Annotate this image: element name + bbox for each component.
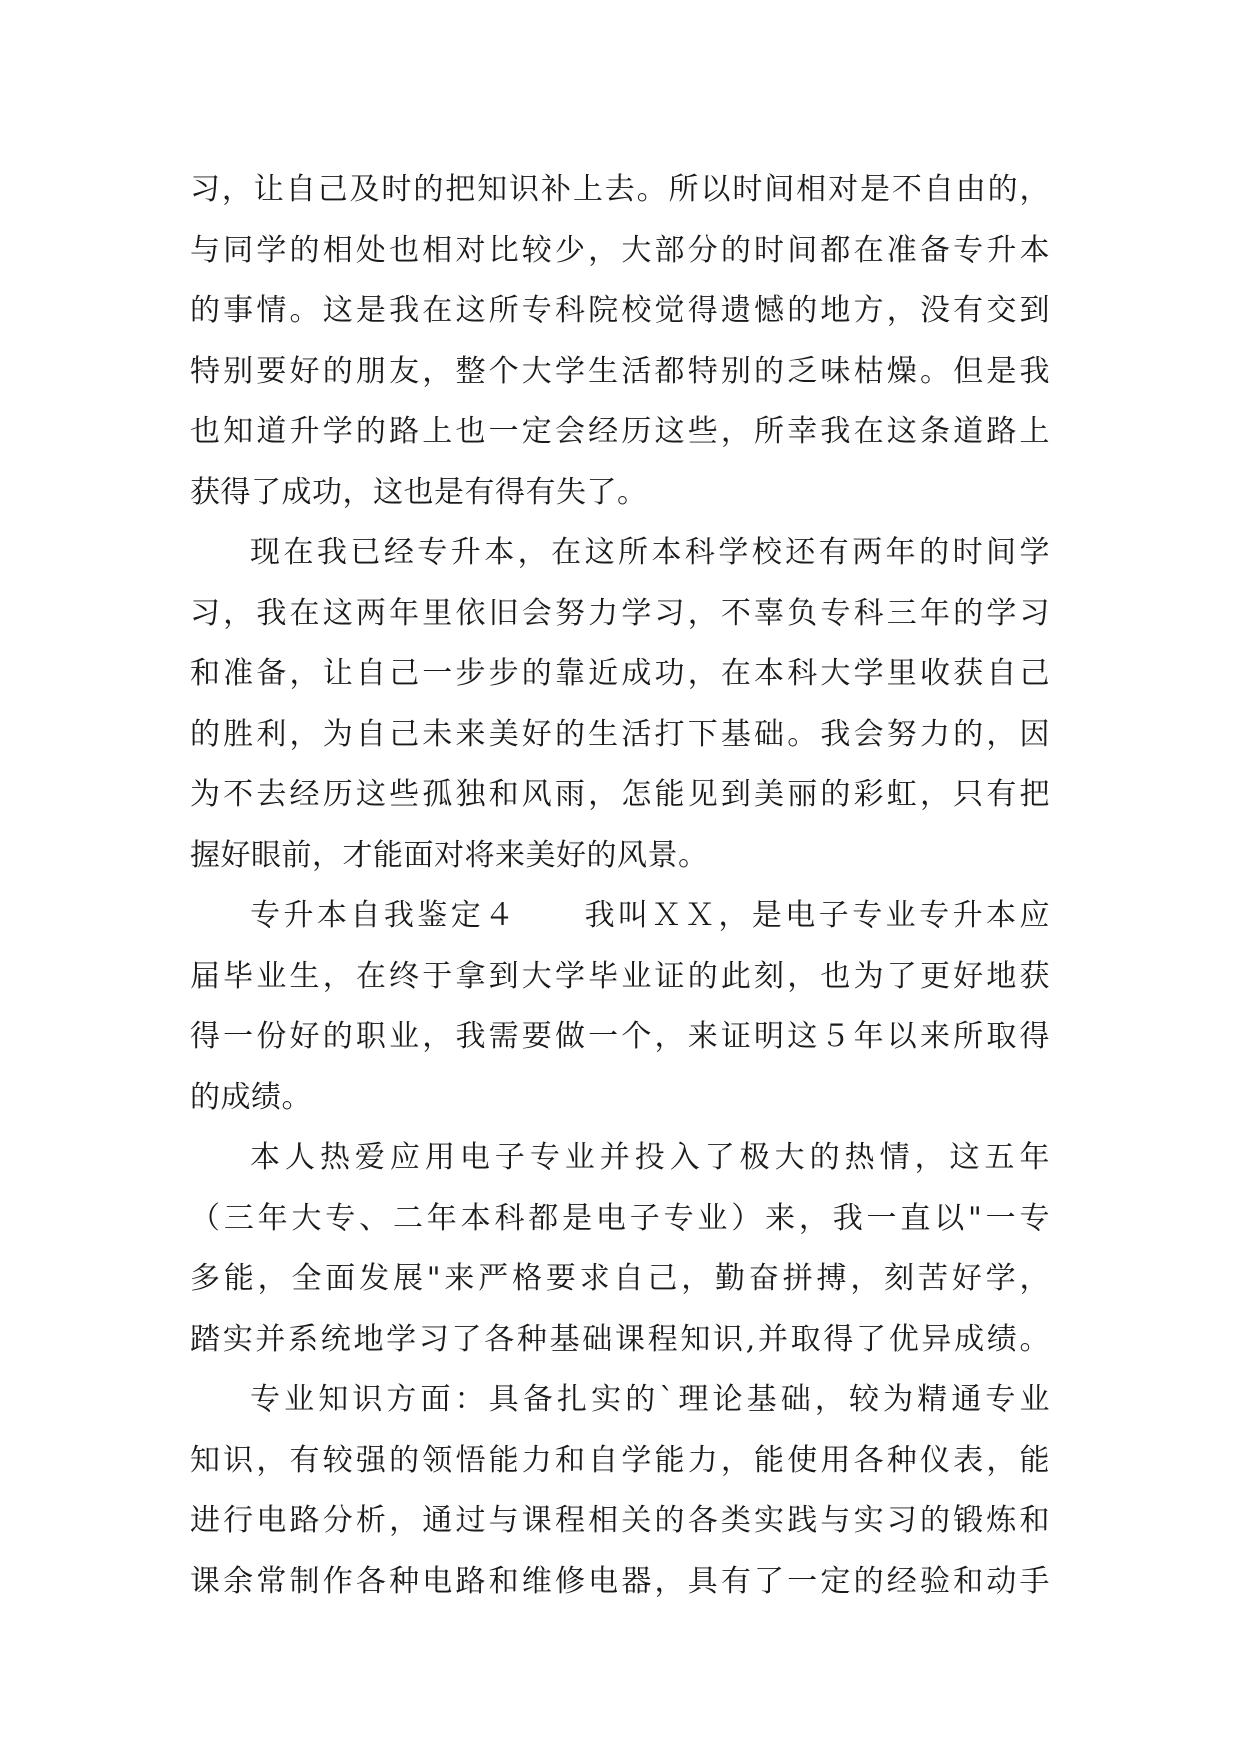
section-heading-line: 专升本自我鉴定４ 我叫ＸＸ，是电子专业专升本应: [250, 898, 1050, 933]
document-body: [190, 160, 1050, 1612]
paragraph-first-line: 专业知识方面：具备扎实的`理论基础，较为精通专业: [250, 1382, 1050, 1417]
text-line: 进行电路分析，通过与课程相关的各类实践与实习的锻炼和: [190, 1503, 1050, 1538]
text-line: 届毕业生，在终于拿到大学毕业证的此刻，也为了更好地获: [190, 958, 1050, 994]
text-line: 与同学的相处也相对比较少，大部分的时间都在准备专升本: [190, 232, 1050, 268]
text-line: 课余常制作各种电路和维修电器，具有了一定的经验和动手: [190, 1563, 1050, 1599]
text-line: 也知道升学的路上也一定会经历这些，所幸我在这条道路上: [190, 414, 1050, 449]
text-line: 踏实并系统地学习了各种基础课程知识,并取得了优异成绩。: [190, 1321, 1050, 1357]
text-line: 得一份好的职业，我需要做一个，来证明这５年以来所取得: [190, 1019, 1050, 1054]
text-line: 多能，全面发展"来严格要求自己，勤奋拼搏，刻苦好学，: [190, 1261, 1050, 1296]
text-line: 和准备，让自己一步步的靠近成功，在本科大学里收获自己: [190, 656, 1050, 691]
text-line: 的胜利，为自己未来美好的生活打下基础。我会努力的，因: [190, 716, 1050, 752]
text-line: 习，让自己及时的把知识补上去。所以时间相对是不自由的，: [190, 172, 1050, 207]
text-line: 习，我在这两年里依旧会努力学习，不辜负专科三年的学习: [190, 595, 1050, 631]
text-line: 握好眼前，才能面对将来美好的风景。: [190, 837, 709, 873]
paragraph-first-line: 现在我已经专升本，在这所本科学校还有两年的时间学: [250, 535, 1050, 570]
text-line: 为不去经历这些孤独和风雨，怎能见到美丽的彩虹，只有把: [190, 777, 1050, 812]
text-line: 特别要好的朋友，整个大学生活都特别的乏味枯燥。但是我: [190, 353, 1050, 389]
text-line: （三年大专、二年本科都是电子专业）来，我一直以"一专: [190, 1200, 1050, 1236]
text-line: 的事情。这是我在这所专科院校觉得遗憾的地方，没有交到: [190, 293, 1050, 328]
text-line: 的成绩。: [190, 1079, 312, 1115]
text-line: 获得了成功，这也是有得有失了。: [190, 474, 648, 510]
text-line: 知识，有较强的领悟能力和自学能力，能使用各种仪表，能: [190, 1442, 1050, 1478]
paragraph-first-line: 本人热爱应用电子专业并投入了极大的热情，这五年: [250, 1140, 1050, 1175]
